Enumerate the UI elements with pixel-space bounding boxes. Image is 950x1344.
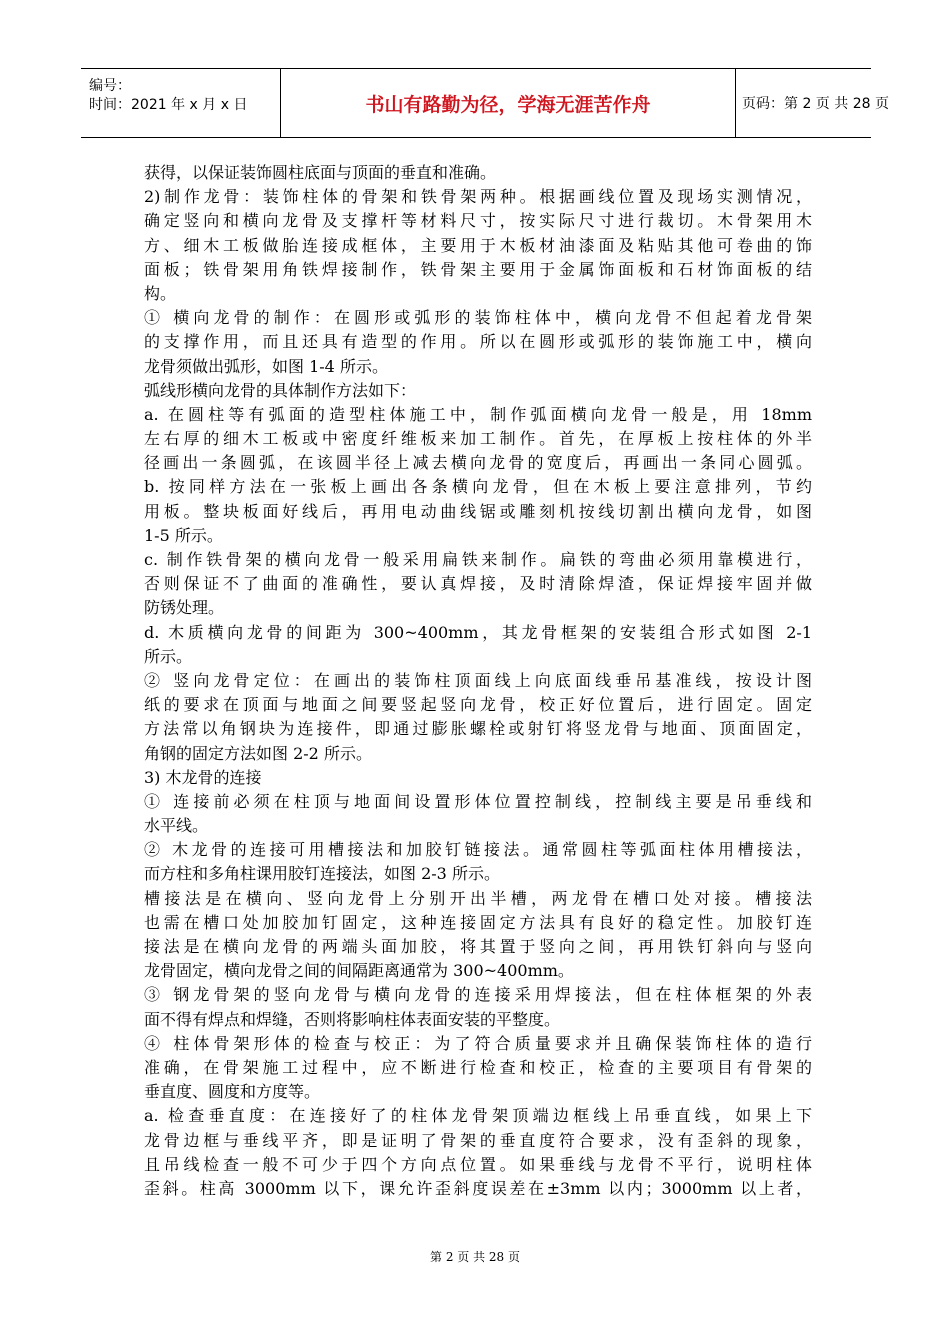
body-text-line: 水平线。 [144,816,209,836]
body-text-line: 方、细木工板做胎连接成框体，主要用于木板材油漆面及粘贴其他可卷曲的饰 [144,235,812,255]
body-text-line: 面板；铁骨架用角铁焊接制作，铁骨架主要用于金属饰面板和石材饰面板的结 [144,259,812,279]
body-text-line: ④ 柱体骨架形体的检查与校正：为了符合质量要求并且确保装饰柱体的造行 [144,1033,812,1053]
body-text-line: 构。 [144,283,177,303]
body-text-line: a. 检查垂直度：在连接好了的柱体龙骨架顶端边框线上吊垂直线，如果上下 [144,1106,812,1126]
body-text-line: 角钢的固定方法如图 2-2 所示。 [144,743,372,763]
body-text-line: ① 连接前必须在柱顶与地面间设置形体位置控制线，控制线主要是吊垂线和 [144,791,812,811]
header-meta-cell [81,69,281,137]
body-text-line: c. 制作铁骨架的横向龙骨一般采用扁铁来制作。扁铁的弯曲必须用靠模进行， [144,550,812,569]
body-text-line: 也需在槽口处加胶加钉固定，这种连接固定方法具有良好的稳定性。加胶钉连 [144,912,812,932]
body-text-line: 方法常以角钢块为连接件，即通过膨胀螺栓或射钉将竖龙骨与地面、顶面固定， [144,719,812,739]
body-text-line: ② 竖向龙骨定位：在画出的装饰柱顶面线上向底面线垂吊基准线，按设计图 [144,670,812,690]
body-text-line: 获得，以保证装饰圆柱底面与顶面的垂直和准确。 [144,163,497,182]
body-text-line: 龙骨边框与垂线平齐，即是证明了骨架的垂直度符合要求，没有歪斜的现象， [144,1130,812,1150]
body-text-line: 左右厚的细木工板或中密度纤维板来加工制作。首先，在厚板上按柱体的外半 [144,429,812,449]
body-text-line: 用板。整块板面好线后，再用电动曲线锯或雕刻机按线切割出横向龙骨，如图 [144,501,812,521]
body-text-line: 3) 木龙骨的连接 [144,767,262,787]
body-text-line: 的支撑作用，而且还具有造型的作用。所以在圆形或弧形的装饰施工中，横向 [144,332,812,352]
header-page-number: 页码：第 2 页 共 28 页 [742,96,889,112]
document-code-label: 编号： [89,78,131,94]
body-text-line: 龙骨固定，横向龙骨之间的间隔距离通常为 300~400mm。 [144,961,574,981]
body-text-line: 径画出一条圆弧，在该圆半径上减去横向龙骨的宽度后，再画出一条同心圆弧。 [144,453,812,473]
document-body [144,161,812,1201]
footer-page-number: 第 2 页 共 28 页 [430,1250,520,1264]
body-text-line: 歪斜。柱高 3000mm 以下，课允许歪斜度误差在±3mm 以内；3000mm 以上者， [144,1178,812,1198]
body-text-line: 1-5 所示。 [144,525,223,545]
body-text-line: ② 木龙骨的连接可用槽接法和加胶钉链接法。通常圆柱等弧面柱体用槽接法， [144,840,812,860]
body-text-line: 槽接法是在横向、竖向龙骨上分别开出半槽，两龙骨在槽口处对接。槽接法 [144,888,812,908]
page-header [81,68,889,138]
body-text-line: 防锈处理。 [144,598,225,618]
header-page-cell [736,69,889,137]
body-text-line: 且吊线检查一般不可少于四个方向点位置。如果垂线与龙骨不平行，说明柱体 [144,1154,812,1174]
body-text-line: d. 木质横向龙骨的间距为 300~400mm，其龙骨框架的安装组合形式如图 2-1 [144,622,812,642]
body-text-line: 接法是在横向龙骨的两端头面加胶，将其置于竖向之间，再用铁钉斜向与竖向 [144,937,812,956]
header-motto-cell [281,69,736,137]
body-text-line: 纸的要求在顶面与地面之间要竖起竖向龙骨，校正好位置后，进行固定。固定 [144,695,812,715]
body-text-line: 2)制作龙骨：装饰柱体的骨架和铁骨架两种。根据画线位置及现场实测情况， [144,187,812,207]
body-text-line: ① 横向龙骨的制作：在圆形或弧形的装饰柱体中，横向龙骨不但起着龙骨架 [144,308,812,328]
body-text-line: 龙骨须做出弧形，如图 1-4 所示。 [144,356,388,376]
body-text-line: 准确，在骨架施工过程中，应不断进行检查和校正，检查的主要项目有骨架的 [144,1057,812,1077]
body-text-line: 而方柱和多角柱课用胶钉连接法，如图 2-3 所示。 [144,864,500,884]
body-text-line: 弧线形横向龙骨的具体制作方法如下： [144,380,417,400]
body-text-line: 确定竖向和横向龙骨及支撑杆等材料尺寸，按实际尺寸进行裁切。木骨架用木 [144,211,812,231]
document-time-label: 时间：2021 年 x 月 x 日 [89,97,248,113]
body-text-line: a. 在圆柱等有弧面的造型柱体施工中，制作弧面横向龙骨一般是，用 18mm [144,404,812,424]
body-text-line: b. 按同样方法在一张板上画出各条横向龙骨，但在木板上要注意排列，节约 [144,477,812,497]
header-motto: 书山有路勤为径，学海无涯苦作舟 [365,93,651,116]
body-text-line: 所示。 [144,646,193,666]
body-text-line: 垂直度、圆度和方度等。 [144,1082,321,1102]
body-text-line: ③ 钢龙骨架的竖向龙骨与横向龙骨的连接采用焊接法，但在柱体框架的外表 [144,985,812,1005]
body-text-line: 面不得有焊点和焊缝，否则将影响柱体表面安装的平整度。 [144,1009,561,1029]
page-footer [0,1248,950,1265]
body-text-line: 否则保证不了曲面的准确性，要认真焊接，及时清除焊渣，保证焊接牢固并做 [144,574,812,594]
